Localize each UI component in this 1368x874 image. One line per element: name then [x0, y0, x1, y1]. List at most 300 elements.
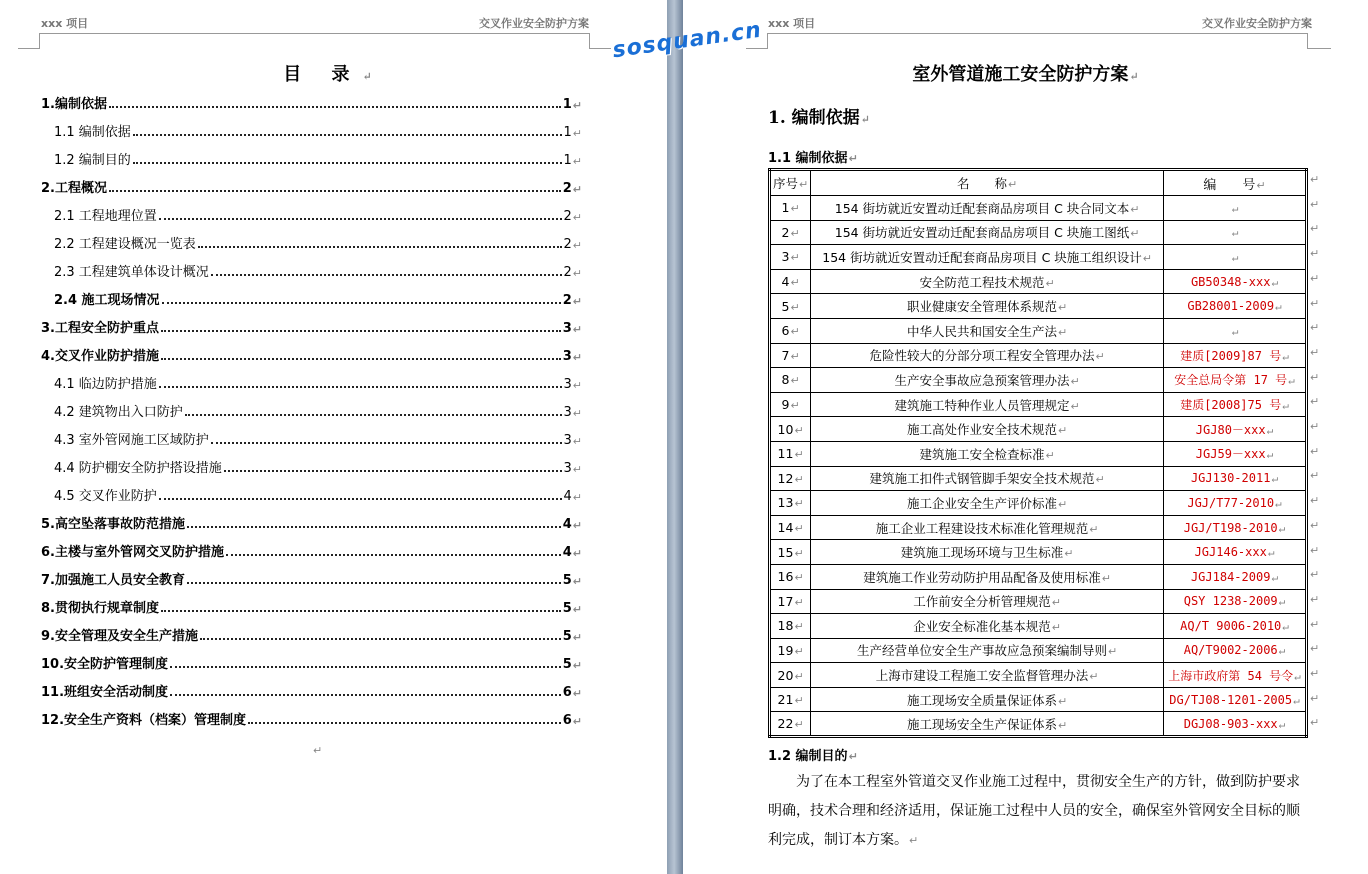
toc-entry[interactable] — [54, 400, 582, 420]
toc-entry-text: 4.3 室外管网施工区域防护 — [54, 433, 209, 448]
header-project: xxx 项目 — [768, 17, 816, 30]
document-name-cell — [811, 515, 1164, 540]
paragraph-mark: ↵ — [1267, 546, 1275, 560]
toc-leader-dots — [200, 638, 561, 640]
row-number-cell — [770, 294, 811, 319]
paragraph-mark: ↵ — [1095, 350, 1105, 364]
table-row — [770, 343, 1307, 368]
toc-leader-dots — [161, 358, 561, 360]
crop-mark-top-left — [18, 33, 40, 49]
document-name-cell — [811, 638, 1164, 663]
toc-entry[interactable] — [54, 372, 582, 392]
paragraph-mark: ↵ — [794, 497, 804, 511]
toc-entry-text: 2.4 施工现场情况 — [54, 293, 160, 308]
cell-text: 13 — [777, 495, 794, 511]
paragraph-mark: ↵ — [1310, 642, 1320, 656]
table-row — [770, 417, 1307, 442]
paragraph-mark: ↵ — [1256, 178, 1266, 192]
toc-entry-text: 11.班组安全活动制度 — [41, 685, 169, 700]
document-name-cell — [811, 540, 1164, 565]
paragraph-mark: ↵ — [1282, 349, 1289, 363]
paragraph-mark: ↵ — [1310, 197, 1320, 211]
document-name-cell — [811, 196, 1164, 221]
toc-page-number: 3 — [563, 405, 572, 420]
toc-entry-text: 10.安全防护管理制度 — [41, 657, 169, 672]
table-header-text: 序号 — [773, 176, 799, 191]
toc-leader-dots — [162, 302, 561, 304]
paragraph-mark: ↵ — [1278, 717, 1286, 731]
cell-text: 企业安全标准化基本规范 — [913, 618, 1051, 634]
document-code-cell — [1164, 245, 1307, 270]
paragraph-mark: ↵ — [1266, 448, 1274, 462]
document-name-cell — [811, 343, 1164, 368]
subsection-heading-1-1: 1.1 编制依据↵ — [768, 151, 858, 166]
toc-entry[interactable] — [54, 148, 582, 168]
toc-entry[interactable] — [54, 484, 582, 504]
toc-entry-text: 4.5 交叉作业防护 — [54, 489, 157, 504]
paragraph-mark: ↵ — [1310, 691, 1320, 705]
toc-entry[interactable] — [54, 232, 582, 252]
toc-entry[interactable] — [54, 204, 582, 224]
cell-text: JGJ80－xxx — [1195, 422, 1266, 437]
toc-entry-text: 1.编制依据 — [41, 97, 107, 112]
toc-leader-dots — [185, 414, 562, 416]
toc-entry[interactable] — [41, 316, 582, 336]
paragraph-mark: ↵ — [572, 715, 582, 728]
row-number-cell — [770, 491, 811, 516]
row-number-cell — [770, 540, 811, 565]
document-name-cell — [811, 318, 1164, 343]
paragraph-mark: ↵ — [1310, 518, 1320, 532]
toc-leader-dots — [133, 134, 562, 136]
toc-leader-dots — [224, 470, 562, 472]
cell-text: 9 — [781, 397, 790, 413]
document-name-cell — [811, 687, 1164, 712]
toc-leader-dots — [170, 694, 561, 696]
cell-text: 154 街坊就近安置动迁配套商品房项目 C 块施工图纸 — [834, 225, 1130, 241]
paragraph-mark: ↵ — [794, 669, 804, 683]
paragraph-mark: ↵ — [794, 571, 804, 585]
document-code-cell — [1164, 417, 1307, 442]
paragraph-mark: ↵ — [1045, 276, 1055, 290]
paragraph-mark: ↵ — [794, 718, 804, 732]
paragraph-mark: ↵ — [1130, 202, 1140, 216]
header-doc-title: 交叉作业安全防护方案 — [479, 17, 589, 30]
paragraph-mark: ↵ — [1310, 568, 1320, 582]
cell-text: 施工高处作业安全技术规范 — [907, 422, 1058, 438]
toc-page-number: 3 — [562, 349, 572, 364]
cell-text: 生产安全事故应急预案管理办法 — [894, 372, 1070, 388]
paragraph-mark: ↵ — [572, 407, 582, 420]
document-code-cell — [1164, 318, 1307, 343]
cell-text: 工作前安全分析管理规范 — [913, 594, 1051, 610]
toc-page-number: 2 — [562, 293, 572, 308]
document-page — [683, 0, 1368, 874]
table-row — [770, 466, 1307, 491]
cell-text: 17 — [777, 593, 794, 609]
toc-entry[interactable] — [54, 260, 582, 280]
paragraph-mark: ↵ — [1310, 469, 1320, 483]
paragraph-mark: ↵ — [1310, 420, 1320, 433]
document-name-cell — [811, 663, 1164, 688]
toc-leader-dots — [161, 610, 561, 612]
cell-text: DG/TJ08-1201-2005 — [1169, 692, 1293, 707]
toc-page-number: 6 — [562, 713, 572, 728]
cell-text: 施工现场安全生产保证体系 — [907, 716, 1058, 732]
document-code-cell — [1164, 564, 1307, 589]
toc-entry[interactable] — [41, 176, 582, 196]
table-header-cell — [770, 170, 811, 196]
paragraph-mark: ↵ — [1278, 644, 1286, 658]
toc-entry[interactable] — [54, 456, 582, 476]
paragraph-mark: ↵ — [1293, 693, 1300, 707]
cell-text: 建筑施工安全检查标准 — [919, 446, 1045, 462]
table-row — [770, 392, 1307, 417]
paragraph-mark: ↵ — [1058, 325, 1068, 339]
cell-text: GB50348-xxx — [1190, 274, 1271, 289]
paragraph-mark: ↵ — [799, 178, 809, 191]
cell-text: 12 — [777, 470, 794, 486]
paragraph-mark: ↵ — [1310, 370, 1320, 384]
table-header-text: 编 号 — [1203, 177, 1256, 193]
document-code-cell — [1164, 614, 1307, 639]
toc-leader-dots — [133, 162, 562, 164]
document-name-cell — [811, 589, 1164, 614]
cell-text: 2 — [781, 224, 790, 240]
paragraph-mark: ↵ — [1045, 448, 1055, 462]
cell-text: GB28001-2009 — [1187, 299, 1275, 314]
toc-page-number: 4 — [562, 517, 572, 532]
toc-page-number: 3 — [563, 461, 572, 476]
document-name-cell — [811, 712, 1164, 737]
row-number-cell — [770, 638, 811, 663]
table-row — [770, 220, 1307, 245]
paragraph-mark: ↵ — [1108, 645, 1118, 659]
paragraph-mark: ↵ — [572, 687, 582, 700]
toc-page-number: 3 — [562, 321, 572, 336]
table-header-cell — [1164, 170, 1307, 196]
table-row — [770, 491, 1307, 516]
paragraph-mark: ↵ — [1266, 423, 1274, 437]
cell-text: 19 — [777, 642, 794, 658]
paragraph-mark: ↵ — [572, 575, 582, 588]
paragraph-mark: ↵ — [1310, 716, 1320, 730]
paragraph-mark: ↵ — [790, 251, 800, 265]
paragraph-mark: ↵ — [1294, 669, 1301, 683]
cell-text: 10 — [777, 421, 794, 437]
paragraph-mark: ↵ — [1310, 592, 1320, 606]
paragraph-mark: ↵ — [572, 603, 582, 616]
cell-text: 7 — [781, 347, 790, 363]
document-code-cell — [1164, 589, 1307, 614]
paragraph-mark: ↵ — [1095, 473, 1105, 487]
toc-leader-dots — [161, 330, 561, 332]
toc-page-number: 2 — [563, 209, 572, 224]
paragraph-mark: ↵ — [790, 325, 800, 339]
paragraph-mark: ↵ — [790, 202, 800, 216]
cell-text: 1 — [781, 200, 790, 216]
cell-text: 16 — [777, 569, 794, 585]
document-name-cell — [811, 269, 1164, 294]
cell-text: 上海市建设工程施工安全监督管理办法 — [875, 668, 1089, 684]
row-number-cell — [770, 392, 811, 417]
document-name-cell — [811, 441, 1164, 466]
toc-page-number: 5 — [562, 657, 572, 672]
paragraph-mark: ↵ — [572, 351, 582, 364]
paragraph-mark: ↵ — [572, 155, 582, 168]
paragraph-mark: ↵ — [1231, 226, 1239, 240]
paragraph-mark: ↵ — [1271, 472, 1279, 486]
section-heading-1: 1. 编制依据↵ — [768, 108, 870, 128]
row-number-cell — [770, 368, 811, 393]
paragraph-mark: ↵ — [572, 99, 582, 112]
paragraph-mark: ↵ — [1275, 496, 1282, 510]
paragraph-mark: ↵ — [1058, 301, 1068, 315]
table-row — [770, 614, 1307, 639]
toc-leader-dots — [211, 274, 562, 276]
paragraph-mark: ↵ — [790, 300, 800, 314]
paragraph-mark: ↵ — [572, 127, 582, 140]
row-number-cell — [770, 318, 811, 343]
toc-entry[interactable] — [41, 624, 582, 644]
document-code-cell — [1164, 491, 1307, 516]
paragraph-mark: ↵ — [572, 463, 582, 476]
paragraph-mark: ↵ — [1051, 596, 1061, 610]
paragraph-mark: ↵ — [572, 239, 582, 252]
cell-text: 施工企业安全生产评价标准 — [907, 495, 1058, 511]
paragraph-mark: ↵ — [572, 211, 582, 224]
toc-entry[interactable] — [41, 652, 582, 672]
toc-entry[interactable] — [54, 428, 582, 448]
toc-entry[interactable] — [41, 540, 582, 560]
toc-entry[interactable] — [41, 596, 582, 616]
paragraph-mark: ↵ — [1310, 345, 1320, 359]
toc-entry-text: 2.工程概况 — [41, 181, 107, 196]
paragraph-mark: ↵ — [1070, 374, 1080, 388]
table-row — [770, 540, 1307, 565]
document-code-cell — [1164, 712, 1307, 737]
table-row — [770, 269, 1307, 294]
paragraph-mark: ↵ — [1058, 718, 1068, 732]
toc-entry-text: 4.4 防护棚安全防护搭设措施 — [54, 461, 222, 476]
purpose-paragraph: 为了在本工程室外管道交叉作业施工过程中，贯彻安全生产的方针，做到防护要求明确，技术合理和经济适用，保证施工过程中人员的安全，确保室外管网安全目标的顺利完成，制订本方案。↵ — [768, 774, 1300, 848]
toc-entry[interactable] — [54, 120, 582, 140]
paragraph-mark: ↵ — [572, 267, 582, 280]
cell-text: 建质[2009]87 号 — [1180, 348, 1282, 363]
cell-text: AQ/T 9006-2010 — [1180, 618, 1282, 633]
toc-page-number: 4 — [563, 489, 572, 504]
cell-text: 中华人民共和国安全生产法 — [907, 323, 1058, 339]
document-code-cell — [1164, 638, 1307, 663]
row-number-cell — [770, 343, 811, 368]
table-row — [770, 515, 1307, 540]
table-header-row — [770, 170, 1307, 196]
cell-text: 154 街坊就近安置动迁配套商品房项目 C 块合同文本 — [834, 200, 1130, 216]
toc-entry-text: 5.高空坠落事故防范措施 — [41, 517, 185, 532]
toc-page-number: 2 — [563, 265, 572, 280]
toc-page-number: 4 — [562, 545, 572, 560]
cell-text: JGJ/T198-2010 — [1183, 520, 1278, 535]
toc-entry-text: 4.2 建筑物出入口防护 — [54, 405, 183, 420]
cell-text: 施工企业工程建设技术标准化管理规范 — [875, 520, 1089, 536]
cell-text: JGJ184-2009 — [1190, 569, 1271, 584]
paragraph-mark: ↵ — [1310, 617, 1320, 631]
paragraph-mark: ↵ — [572, 491, 582, 504]
table-row — [770, 368, 1307, 393]
document-title: 室外管道施工安全防护方案↵ — [912, 64, 1139, 85]
cell-text: 职业健康安全管理体系规范 — [907, 299, 1058, 315]
toc-entry-text: 6.主楼与室外管网交叉防护措施 — [41, 545, 224, 560]
document-code-cell — [1164, 392, 1307, 417]
toc-page-number: 5 — [562, 629, 572, 644]
table-row — [770, 196, 1307, 221]
toc-leader-dots — [170, 666, 561, 668]
paragraph-mark: ↵ — [1058, 694, 1068, 708]
toc-entry-text: 12.安全生产资料（档案）管理制度 — [41, 713, 247, 728]
row-number-cell — [770, 515, 811, 540]
subsection-heading-1-2: 1.2 编制目的↵ — [768, 749, 858, 764]
document-code-cell — [1164, 466, 1307, 491]
toc-entry-text: 2.2 工程建设概况一览表 — [54, 237, 196, 252]
paragraph-mark: ↵ — [1058, 424, 1068, 438]
cell-text: 14 — [777, 520, 794, 536]
paragraph-mark: ↵ — [790, 399, 800, 413]
toc-leader-dots — [187, 582, 561, 584]
toc-leader-dots — [159, 218, 562, 220]
document-code-cell — [1164, 687, 1307, 712]
table-row — [770, 245, 1307, 270]
row-number-cell — [770, 245, 811, 270]
table-row — [770, 441, 1307, 466]
toc-title: 目 录↵ — [283, 64, 384, 85]
paragraph-mark: ↵ — [1058, 497, 1068, 511]
document-name-cell — [811, 368, 1164, 393]
cell-text: 危险性较大的分部分项工程安全管理办法 — [869, 348, 1095, 364]
row-number-cell — [770, 614, 811, 639]
toc-entry-text: 7.加强施工人员安全教育 — [41, 573, 185, 588]
paragraph-mark: ↵ — [1271, 570, 1279, 584]
basis-table — [768, 168, 1308, 738]
document-name-cell — [811, 392, 1164, 417]
document-name-cell — [811, 245, 1164, 270]
paragraph-mark: ↵ — [794, 546, 804, 560]
cell-text: 安全防范工程技术规范 — [919, 274, 1045, 290]
toc-entry-text: 4.交叉作业防护措施 — [41, 349, 159, 364]
cell-text: JGJ/T77-2010 — [1187, 495, 1275, 510]
toc-entry[interactable] — [54, 288, 582, 308]
document-name-cell — [811, 614, 1164, 639]
toc-entry-text: 9.安全管理及安全生产措施 — [41, 629, 198, 644]
cell-text: 3 — [781, 249, 790, 265]
toc-entry-text: 2.1 工程地理位置 — [54, 209, 157, 224]
toc-entry[interactable] — [41, 512, 582, 532]
document-name-cell — [811, 294, 1164, 319]
paragraph-mark: ↵ — [1101, 571, 1111, 585]
row-number-cell — [770, 687, 811, 712]
toc-entry[interactable] — [41, 344, 582, 364]
paragraph-mark: ↵ — [1310, 271, 1320, 285]
toc-leader-dots — [159, 386, 562, 388]
toc-page-number: 3 — [563, 433, 572, 448]
toc-leader-dots — [211, 442, 562, 444]
toc-entry[interactable] — [41, 680, 582, 700]
paragraph-mark: ↵ — [572, 183, 582, 196]
paragraph-mark: ↵ — [790, 226, 800, 240]
paragraph-mark: ↵ — [1310, 543, 1320, 557]
toc-entry-text: 3.工程安全防护重点 — [41, 321, 159, 336]
paragraph-mark: ↵ — [1231, 250, 1239, 264]
toc-entry[interactable] — [41, 568, 582, 588]
paragraph-mark: ↵ — [1271, 275, 1279, 289]
toc-leader-dots — [159, 498, 562, 500]
document-name-cell — [811, 466, 1164, 491]
paragraph-mark: ↵ — [1310, 173, 1320, 186]
toc-leader-dots — [198, 246, 562, 248]
toc-leader-dots — [226, 554, 561, 556]
paragraph-mark: ↵ — [790, 374, 800, 388]
page-gutter — [667, 0, 683, 874]
header-doc-title: 交叉作业安全防护方案 — [1202, 17, 1312, 30]
document-code-cell — [1164, 220, 1307, 245]
toc-page-number: 1 — [563, 125, 572, 140]
paragraph-mark: ↵ — [794, 644, 804, 658]
document-code-cell — [1164, 343, 1307, 368]
cell-text: 建筑施工扣件式钢管脚手架安全技术规范 — [869, 471, 1095, 487]
crop-mark-top-right — [589, 33, 611, 49]
paragraph-mark: ↵ — [1310, 395, 1320, 409]
cell-text: 22 — [777, 716, 794, 732]
row-number-cell — [770, 220, 811, 245]
toc-entry[interactable] — [41, 92, 582, 112]
toc-page-number: 5 — [562, 601, 572, 616]
toc-page-number: 1 — [562, 97, 572, 112]
row-number-cell — [770, 564, 811, 589]
paragraph-mark: ↵ — [313, 744, 323, 757]
toc-entry[interactable] — [41, 708, 582, 728]
row-number-cell — [770, 441, 811, 466]
cell-text: 8 — [781, 372, 790, 388]
paragraph-mark: ↵ — [794, 448, 804, 462]
cell-text: 18 — [777, 618, 794, 634]
paragraph-mark: ↵ — [794, 522, 804, 536]
toc-entry-text: 1.1 编制依据 — [54, 125, 131, 140]
toc-page — [0, 0, 667, 874]
table-row — [770, 589, 1307, 614]
toc-leader-dots — [187, 526, 561, 528]
paragraph-mark: ↵ — [1310, 247, 1320, 261]
row-number-cell — [770, 417, 811, 442]
paragraph-mark: ↵ — [794, 620, 804, 634]
cell-text: 154 街坊就近安置动迁配套商品房项目 C 块施工组织设计 — [822, 249, 1142, 265]
paragraph-mark: ↵ — [1288, 374, 1295, 388]
toc-page-number: 6 — [562, 685, 572, 700]
paragraph-mark: ↵ — [1310, 667, 1320, 680]
document-name-cell — [811, 417, 1164, 442]
paragraph-mark: ↵ — [572, 295, 582, 308]
paragraph-mark: ↵ — [1282, 619, 1289, 633]
toc-page-number: 2 — [563, 237, 572, 252]
document-code-cell — [1164, 269, 1307, 294]
cell-text: 施工现场安全质量保证体系 — [907, 692, 1058, 708]
toc-leader-dots — [109, 106, 561, 108]
table-header-cell — [811, 170, 1164, 196]
document-code-cell — [1164, 540, 1307, 565]
cell-text: QSY 1238-2009 — [1183, 594, 1278, 609]
cell-text: 21 — [777, 692, 794, 708]
paragraph-mark: ↵ — [794, 694, 804, 708]
toc-entry-text: 2.3 工程建筑单体设计概况 — [54, 265, 209, 280]
cell-text: JGJ130-2011 — [1190, 471, 1271, 486]
